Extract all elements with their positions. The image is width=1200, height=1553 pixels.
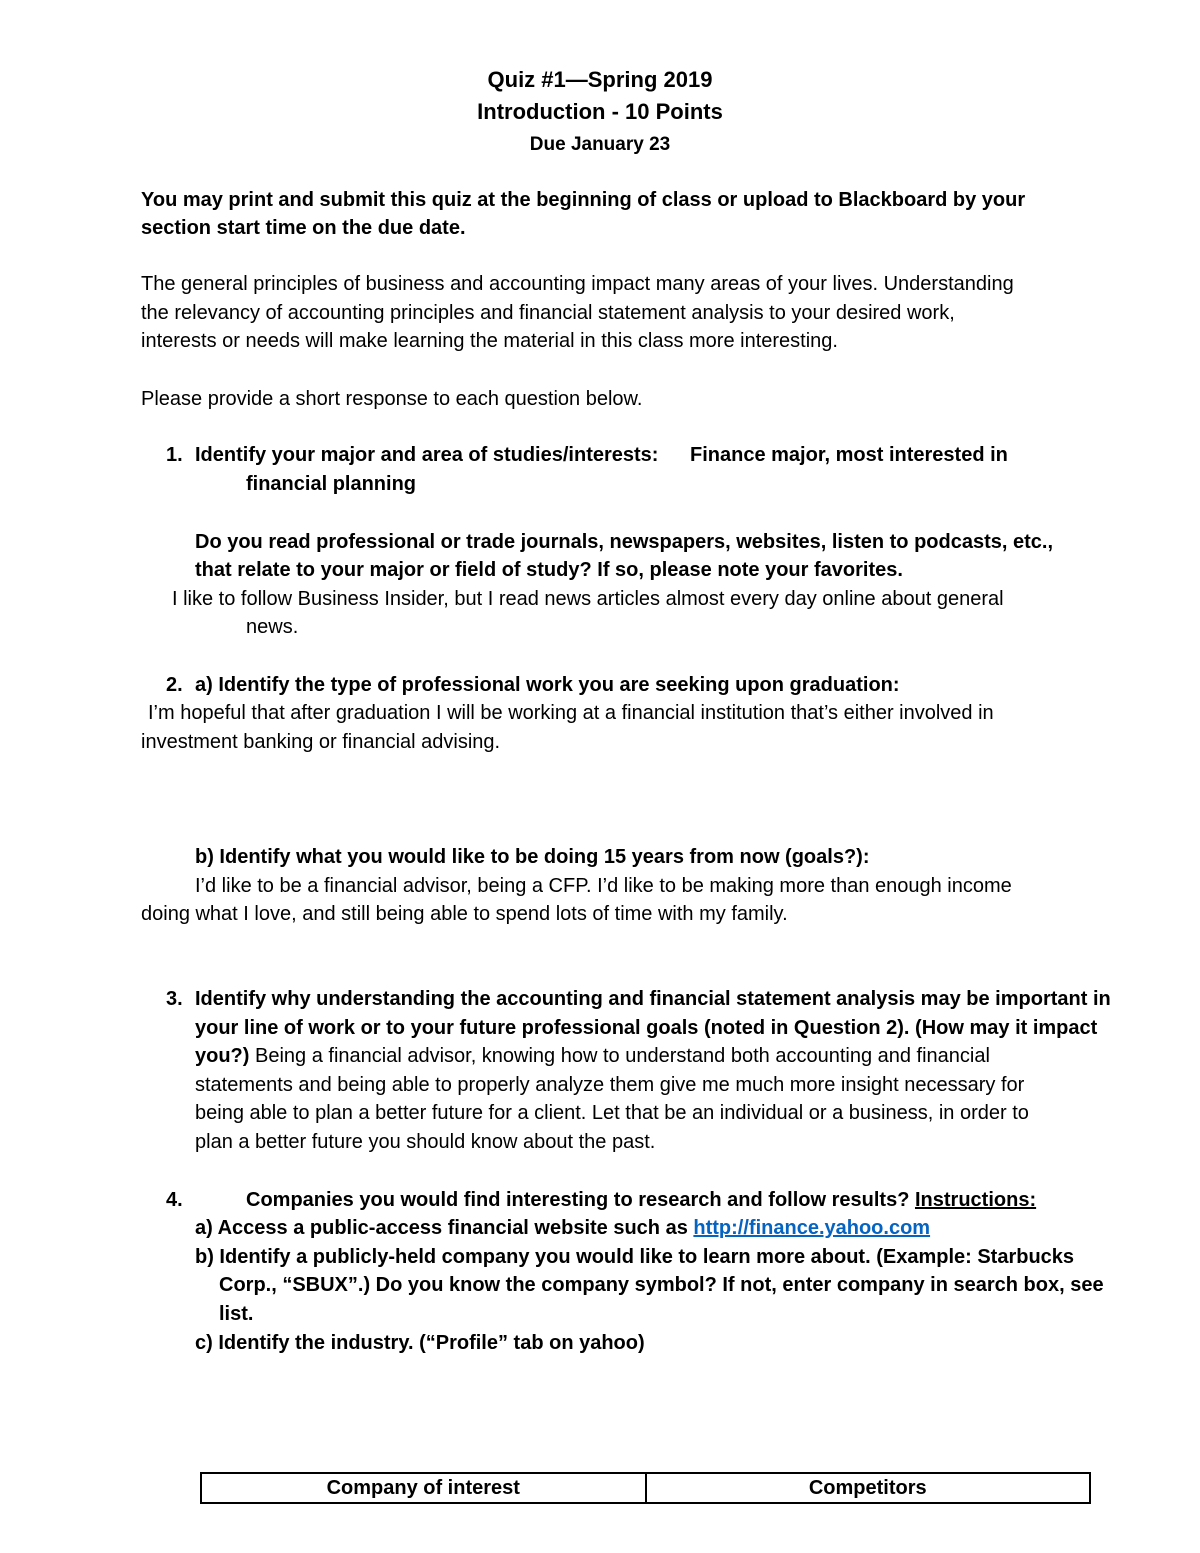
q3-line-6: plan a better future you should know about the past. xyxy=(195,1131,656,1153)
q4-question-line xyxy=(246,1186,1036,1214)
q4c-line: c) Identify the industry. (“Profile” tab on yahoo) xyxy=(195,1332,645,1354)
instructions-line-2: section start time on the due date. xyxy=(141,217,466,239)
q3-line-1: Identify why understanding the accounting and financial statement analysis may be important in xyxy=(195,988,1111,1010)
quiz-title: Quiz #1—Spring 2019 xyxy=(487,67,713,92)
q4b-line-2: Corp., “SBUX”.) Do you know the company symbol? If not, enter company in search box, see xyxy=(219,1274,1104,1296)
instructions-line-1: You may print and submit this quiz at the beginning of class or upload to Blackboard by your xyxy=(141,189,1026,211)
q2a-question: a) Identify the type of professional work you are seeking upon graduation: xyxy=(195,674,900,696)
q1-subanswer-line-1: I like to follow Business Insider, but I read news articles almost every day online about general xyxy=(172,588,1004,610)
q4-instructions-label: Instructions: xyxy=(914,1189,1037,1211)
q3-line-3-answer: Being a financial advisor, knowing how to understand both accounting and financial xyxy=(249,1045,990,1067)
q3-line-2: your line of work or to your future professional goals (noted in Question 2). (How may it impact xyxy=(195,1017,1098,1039)
q3-line-5: being able to plan a better future for a client. Let that be an individual or a business, in order to xyxy=(195,1102,1029,1124)
q2b-answer-line-2: doing what I love, and still being able to spend lots of time with my family. xyxy=(141,903,788,925)
q2b-question: b) Identify what you would like to be doing 15 years from now (goals?): xyxy=(195,846,870,868)
q1-answer-line-1: Finance major, most interested in xyxy=(690,444,1008,466)
q4-number: 4. xyxy=(166,1189,183,1211)
q1-number: 1. xyxy=(166,444,183,466)
intro-line-1: The general principles of business and accounting impact many areas of your lives. Understanding xyxy=(141,273,1014,295)
q4-question: Companies you would find interesting to research and follow results? xyxy=(246,1189,910,1211)
q1-subquestion-line-2: that relate to your major or field of study? If so, please note your favorites. xyxy=(195,559,903,581)
q3-line-3-question: you?) xyxy=(195,1045,250,1067)
q1-question: Identify your major and area of studies/interests: xyxy=(195,444,659,466)
q2-number: 2. xyxy=(166,674,183,696)
competitors-header: Competitors xyxy=(646,1473,1091,1503)
q2a-answer-line-2: investment banking or financial advising. xyxy=(141,731,501,753)
due-date: Due January 23 xyxy=(529,134,671,155)
company-of-interest-header: Company of interest xyxy=(201,1473,646,1503)
q1-answer-line-2: financial planning xyxy=(246,473,417,495)
q3-line-4: statements and being able to properly analyze them give me much more insight necessary for xyxy=(195,1074,1025,1096)
q3-number: 3. xyxy=(166,988,183,1010)
q1-subanswer-line-2: news. xyxy=(246,616,299,638)
q4b-line-3: list. xyxy=(219,1303,254,1325)
q4a-text: a) Access a public-access financial website such as xyxy=(195,1217,688,1239)
q3-line-3 xyxy=(195,1042,990,1070)
intro-line-2: the relevancy of accounting principles and financial statement analysis to your desired work, xyxy=(141,302,955,324)
q1-subquestion-line-1: Do you read professional or trade journals, newspapers, websites, listen to podcasts, etc., xyxy=(195,531,1054,553)
q4b-line-1: b) Identify a publicly-held company you would like to learn more about. (Example: Starbucks xyxy=(195,1246,1075,1268)
q2a-answer-line-1: I’m hopeful that after graduation I will be working at a financial institution that’s either involved in xyxy=(148,702,994,724)
q2b-answer-line-1: I’d like to be a financial advisor, being a CFP. I’d like to be making more than enough income xyxy=(195,875,1012,897)
yahoo-finance-link[interactable]: http://finance.yahoo.com xyxy=(693,1217,931,1239)
response-prompt: Please provide a short response to each question below. xyxy=(141,388,643,410)
intro-line-3: interests or needs will make learning the material in this class more interesting. xyxy=(141,330,838,352)
table-header-row xyxy=(201,1473,1090,1503)
company-table xyxy=(200,1472,1091,1504)
q4a-line xyxy=(195,1214,930,1242)
quiz-subtitle: Introduction - 10 Points xyxy=(477,99,723,124)
